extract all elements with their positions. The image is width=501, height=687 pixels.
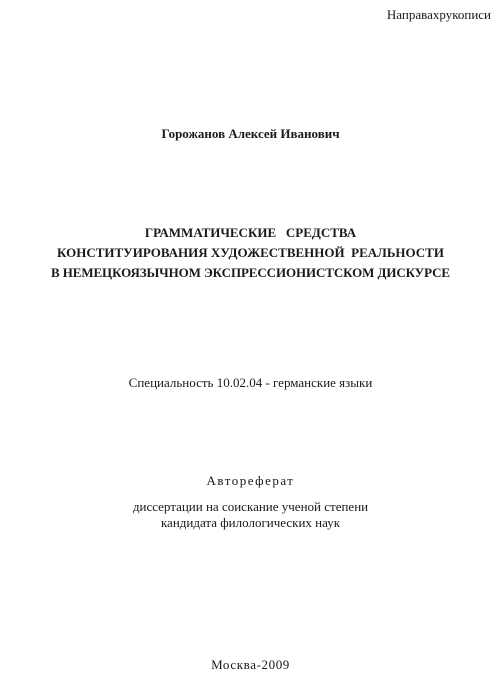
title-line-1: ГРАММАТИЧЕСКИЕ СРЕДСТВА	[144, 225, 357, 240]
degree-description-line-2: кандидата филологических наук	[160, 515, 341, 530]
title-line-2: КОНСТИТУИРОВАНИЯ ХУДОЖЕСТВЕННОЙ РЕАЛЬНОСТИ	[57, 245, 444, 260]
city-year: Москва-2009	[211, 657, 290, 672]
author-name: Горожанов Алексей Иванович	[161, 126, 340, 141]
dissertation-title	[0, 226, 501, 286]
manuscript-rights-note: Направахрукописи	[386, 7, 491, 22]
degree-description-line-1: диссертации на соискание ученой степени	[132, 499, 369, 514]
document-type: Автореферат	[206, 473, 295, 488]
title-line-3: В НЕМЕЦКОЯЗЫЧНОМ ЭКСПРЕССИОНИСТСКОМ ДИСКУРСЕ	[51, 265, 450, 280]
specialty-line: Специальность 10.02.04 - германские языки	[128, 375, 373, 390]
